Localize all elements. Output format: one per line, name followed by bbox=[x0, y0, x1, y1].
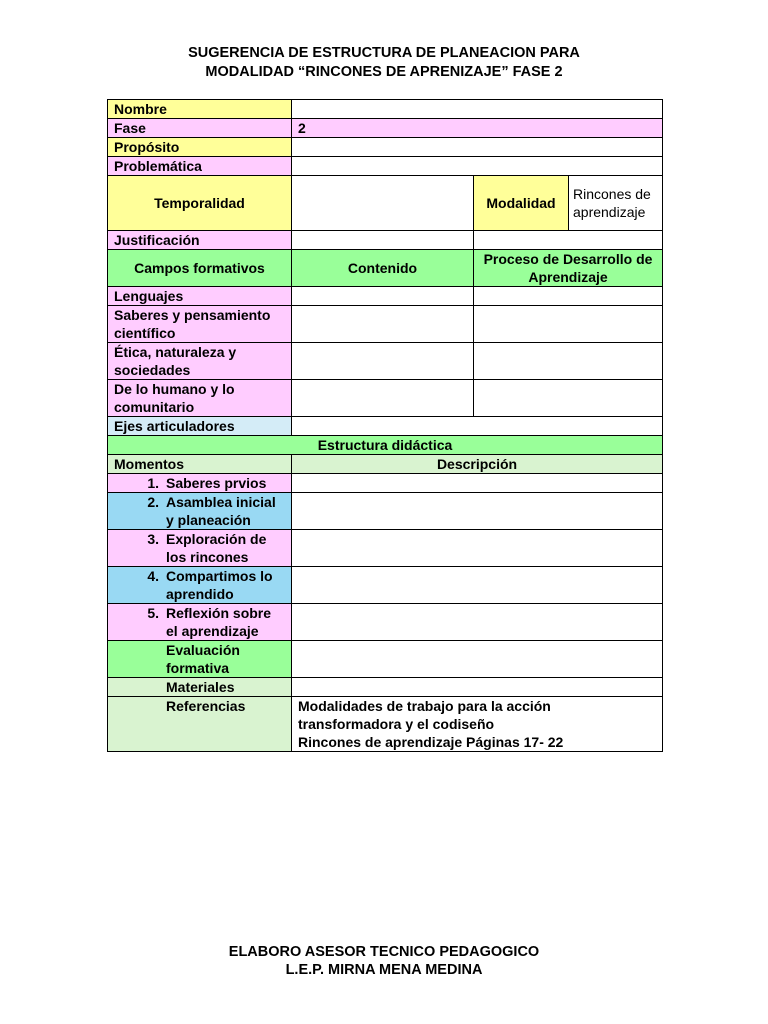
proposito-label: Propósito bbox=[108, 138, 292, 157]
momento-number: 3. bbox=[147, 531, 159, 547]
momento-label: Reflexión sobre el aprendizaje bbox=[166, 605, 272, 639]
nombre-value[interactable] bbox=[292, 100, 663, 119]
modalidad-value: Rincones de aprendizaje bbox=[569, 176, 663, 231]
problematica-label: Problemática bbox=[108, 157, 292, 176]
contenido-header: Contenido bbox=[292, 250, 474, 287]
momento-label: Asamblea inicial y planeación bbox=[166, 494, 276, 528]
momento-descripcion[interactable] bbox=[292, 567, 663, 604]
row-proposito bbox=[108, 138, 663, 157]
fase-label: Fase bbox=[108, 119, 292, 138]
estructura-title-row bbox=[108, 436, 663, 455]
row-temporalidad bbox=[108, 176, 663, 231]
evaluacion-row bbox=[108, 641, 663, 678]
materiales-label: Materiales bbox=[108, 678, 292, 697]
campo-contenido[interactable] bbox=[292, 306, 474, 343]
momentos-header-row bbox=[108, 455, 663, 474]
momento-row bbox=[108, 530, 663, 567]
campo-contenido[interactable] bbox=[292, 380, 474, 417]
title-line-2: MODALIDAD “RINCONES DE APRENIZAJE” FASE 2 bbox=[205, 64, 563, 80]
row-fase bbox=[108, 119, 663, 138]
planning-table bbox=[107, 99, 663, 752]
footer-line-1: ELABORO ASESOR TECNICO PEDAGOGICO bbox=[228, 944, 540, 960]
momentos-header: Momentos bbox=[108, 455, 292, 474]
referencias-value bbox=[292, 697, 663, 752]
proceso-header: Proceso de Desarrollo de Aprendizaje bbox=[474, 250, 663, 287]
materiales-row bbox=[108, 678, 663, 697]
momento-descripcion[interactable] bbox=[292, 493, 663, 530]
momento-number: 2. bbox=[147, 494, 159, 510]
ejes-value[interactable] bbox=[292, 417, 663, 436]
campo-humano: De lo humano y lo comunitario bbox=[108, 380, 292, 417]
nombre-label: Nombre bbox=[108, 100, 292, 119]
row-justificacion bbox=[108, 231, 663, 250]
momento-label: Compartimos lo aprendido bbox=[166, 568, 273, 602]
momento-number: 1. bbox=[147, 475, 159, 491]
campo-proceso[interactable] bbox=[474, 343, 663, 380]
justificacion-value[interactable] bbox=[292, 231, 474, 250]
fields-header-row bbox=[108, 250, 663, 287]
momento-4 bbox=[108, 567, 292, 604]
document-title bbox=[0, 44, 768, 82]
momento-2 bbox=[108, 493, 292, 530]
momento-number: 5. bbox=[147, 605, 159, 621]
referencia-2: Rincones de aprendizaje Páginas 17- 22 bbox=[298, 734, 564, 750]
campo-proceso[interactable] bbox=[474, 380, 663, 417]
referencia-1: Modalidades de trabajo para la acción transformadora y el codiseño bbox=[298, 698, 551, 732]
footer-line-2: L.E.P. MIRNA MENA MEDINA bbox=[285, 962, 483, 978]
referencias-label: Referencias bbox=[108, 697, 292, 752]
campo-contenido[interactable] bbox=[292, 287, 474, 306]
row-problematica bbox=[108, 157, 663, 176]
momento-label: Exploración de los rincones bbox=[166, 531, 267, 565]
momento-row bbox=[108, 604, 663, 641]
proposito-value[interactable] bbox=[292, 138, 663, 157]
campo-contenido[interactable] bbox=[292, 343, 474, 380]
campo-proceso[interactable] bbox=[474, 306, 663, 343]
campo-row bbox=[108, 287, 663, 306]
campo-row bbox=[108, 380, 663, 417]
fase-value[interactable]: 2 bbox=[292, 119, 663, 138]
row-ejes bbox=[108, 417, 663, 436]
momento-row bbox=[108, 493, 663, 530]
campos-header: Campos formativos bbox=[108, 250, 292, 287]
momento-row bbox=[108, 567, 663, 604]
estructura-title: Estructura didáctica bbox=[108, 436, 663, 455]
momento-3 bbox=[108, 530, 292, 567]
referencias-row bbox=[108, 697, 663, 752]
momento-row bbox=[108, 474, 663, 493]
justificacion-extra[interactable] bbox=[474, 231, 663, 250]
problematica-value[interactable] bbox=[292, 157, 663, 176]
momento-1 bbox=[108, 474, 292, 493]
row-nombre bbox=[108, 100, 663, 119]
momento-descripcion[interactable] bbox=[292, 474, 663, 493]
descripcion-header: Descripción bbox=[292, 455, 663, 474]
title-line-1: SUGERENCIA DE ESTRUCTURA DE PLANEACION PARA bbox=[188, 45, 580, 61]
campo-row bbox=[108, 343, 663, 380]
evaluacion-value[interactable] bbox=[292, 641, 663, 678]
momento-number: 4. bbox=[147, 568, 159, 584]
momento-5 bbox=[108, 604, 292, 641]
momento-descripcion[interactable] bbox=[292, 530, 663, 567]
materiales-value[interactable] bbox=[292, 678, 663, 697]
ejes-label: Ejes articuladores bbox=[108, 417, 292, 436]
campo-proceso[interactable] bbox=[474, 287, 663, 306]
campo-saberes: Saberes y pensamiento científico bbox=[108, 306, 292, 343]
campo-etica: Ética, naturaleza y sociedades bbox=[108, 343, 292, 380]
evaluacion-label: Evaluación formativa bbox=[108, 641, 292, 678]
momento-label: Saberes prvios bbox=[166, 475, 267, 491]
modalidad-label: Modalidad bbox=[474, 176, 569, 231]
temporalidad-value[interactable] bbox=[292, 176, 474, 231]
momento-descripcion[interactable] bbox=[292, 604, 663, 641]
campo-row bbox=[108, 306, 663, 343]
justificacion-label: Justificación bbox=[108, 231, 292, 250]
campo-lenguajes: Lenguajes bbox=[108, 287, 292, 306]
footer bbox=[0, 943, 768, 979]
temporalidad-label: Temporalidad bbox=[108, 176, 292, 231]
